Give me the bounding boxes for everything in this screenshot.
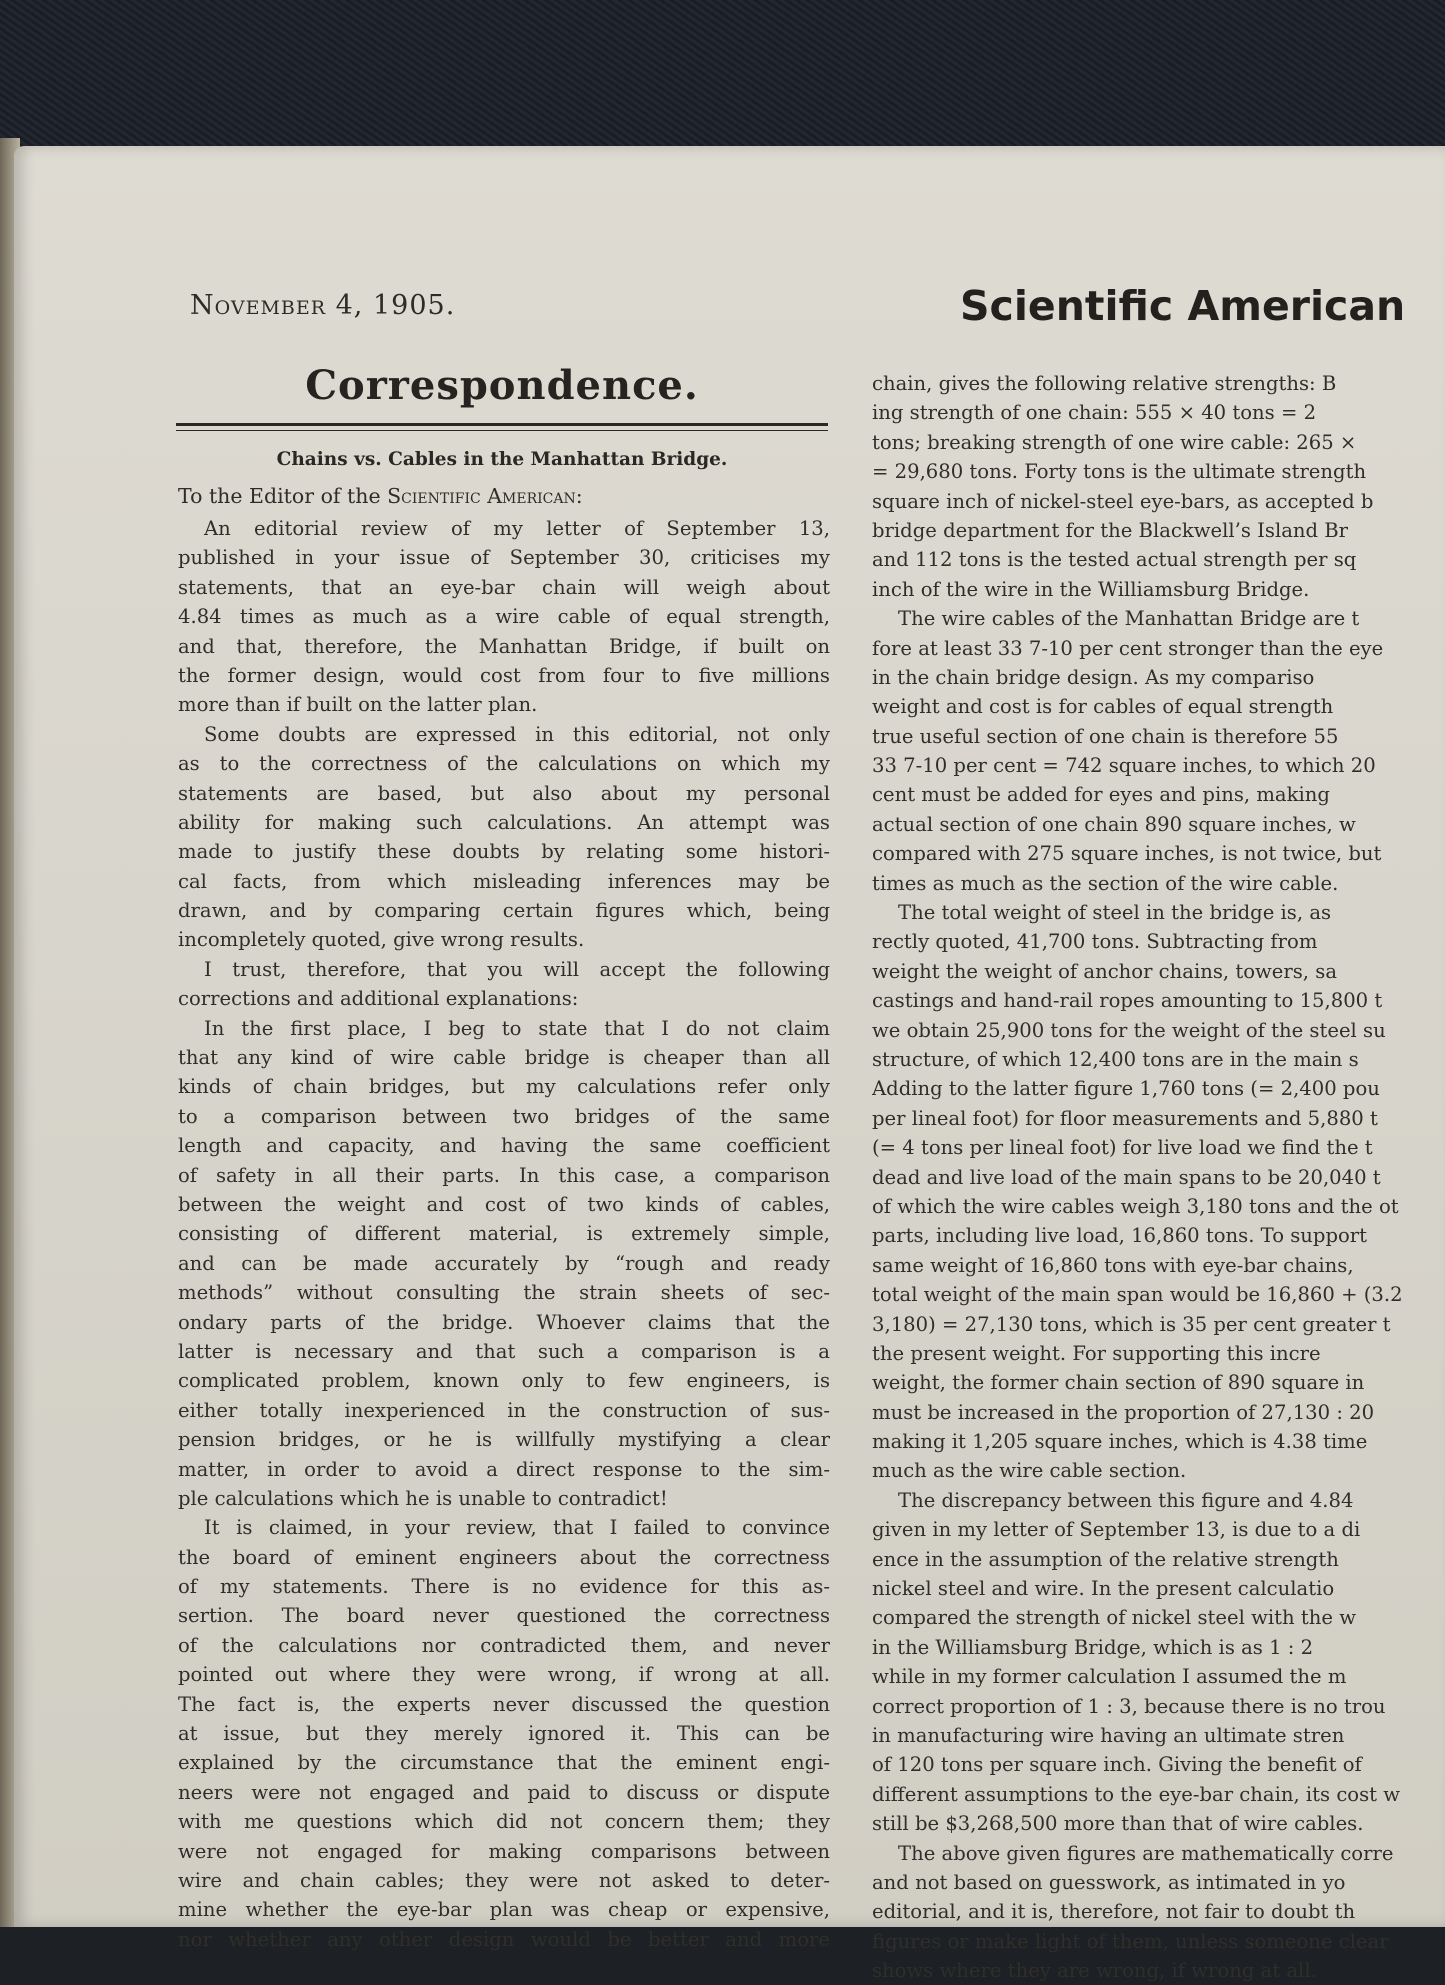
text-line: weight the weight of anchor chains, towers, sa [872, 959, 1337, 983]
text-line: pointed out where they were wrong, if wrong at all. [178, 1663, 830, 1687]
text-line: and can be made accurately by “rough and ready [178, 1251, 830, 1275]
text-line: cent must be added for eyes and pins, making [872, 783, 1330, 807]
text-line: compared the strength of nickel steel with the w [872, 1606, 1356, 1630]
text-line: matter, in order to avoid a direct response to the sim- [178, 1457, 830, 1481]
text-line: published in your issue of September 30, criticises my [178, 546, 830, 570]
text-line: 3,180) = 27,130 tons, which is 35 per cent greater t [872, 1312, 1391, 1336]
text-line: kinds of chain bridges, but my calculations refer only [178, 1075, 830, 1099]
text-line: rectly quoted, 41,700 tons. Subtracting from [872, 930, 1318, 954]
text-line: 4.84 times as much as a wire cable of equal strength, [178, 605, 830, 629]
text-line: more than if built on the latter plan. [178, 693, 538, 717]
text-line: ence in the assumption of the relative strength [872, 1547, 1339, 1571]
text-line: drawn, and by comparing certain figures which, being [178, 899, 830, 923]
text-line: as to the correctness of the calculations on which my [178, 752, 830, 776]
text-line: parts, including live load, 16,860 tons. To support [872, 1224, 1368, 1248]
text-line: fore at least 33 7-10 per cent stronger than the eye [872, 636, 1384, 660]
salutation-prefix: To the Editor of the [178, 484, 388, 508]
text-line: chain, gives the following relative strengths: B [872, 372, 1337, 395]
text-line: must be increased in the proportion of 27,130 : 20 [872, 1400, 1375, 1424]
text-line: at issue, but they merely ignored it. This can be [178, 1722, 830, 1746]
text-line: still be $3,268,500 more than that of wire cables. [872, 1812, 1364, 1836]
text-line: nor whether any other design would be better and more [178, 1927, 830, 1951]
text-line: the former design, would cost from four to five millions [178, 663, 830, 687]
text-line: actual section of one chain 890 square inches, w [872, 812, 1356, 836]
text-line: statements are based, but also about my personal [178, 781, 830, 805]
text-line: nickel steel and wire. In the present calculatio [872, 1577, 1335, 1601]
text-line: 33 7-10 per cent = 742 square inches, to which 20 [872, 754, 1376, 778]
article-title: Chains vs. Cables in the Manhattan Bridge. [276, 449, 728, 470]
text-line: latter is necessary and that such a comparison is a [178, 1339, 830, 1363]
text-line: explained by the circumstance that the eminent engi- [178, 1751, 830, 1775]
text-line: sertion. The board never questioned the correctness [178, 1604, 830, 1628]
text-line: per lineal foot) for floor measurements and 5,880 t [872, 1106, 1378, 1130]
issue-date: November 4, 1905. [190, 290, 456, 321]
text-line: pension bridges, or he is willfully mystifying a clear [178, 1428, 830, 1452]
text-line: weight, the former chain section of 890 square in [872, 1371, 1365, 1395]
text-column-left [178, 514, 830, 1954]
text-line: compared with 275 square inches, is not twice, but [872, 842, 1382, 866]
text-column-right [872, 369, 1445, 1985]
text-line: wire and chain cables; they were not asked to deter- [178, 1868, 830, 1892]
text-line: much as the wire cable section. [872, 1459, 1187, 1483]
text-line: correct proportion of 1 : 3, because there is no trou [872, 1694, 1386, 1718]
text-line: neers were not engaged and paid to discuss or dispute [178, 1780, 830, 1804]
text-line: of which the wire cables weigh 3,180 tons and the ot [872, 1194, 1399, 1218]
text-line: either totally inexperienced in the construction of sus- [178, 1398, 830, 1422]
text-line: The above given figures are mathematically corre [898, 1841, 1394, 1865]
text-line: the board of eminent engineers about the correctness [178, 1545, 830, 1569]
text-line: in the Williamsburg Bridge, which is as 1 : 2 [872, 1635, 1314, 1659]
text-line: The discrepancy between this figure and 4.84 [898, 1488, 1354, 1512]
heading-rule-thick [176, 423, 828, 426]
text-line: methods” without consulting the strain sheets of sec- [178, 1281, 830, 1305]
heading-rule-thin [176, 430, 828, 431]
text-line: weight and cost is for cables of equal strength [872, 695, 1334, 719]
text-line: ondary parts of the bridge. Whoever claims that the [178, 1310, 830, 1334]
text-line: cal facts, from which misleading inferences may be [178, 869, 830, 893]
text-line: tons; breaking strength of one wire cable: 265 × [872, 430, 1357, 454]
text-line: figures or make light of them, unless someone clear [872, 1929, 1389, 1953]
text-line: length and capacity, and having the same coefficient [178, 1134, 830, 1158]
salutation-publication: Scientific American [387, 484, 576, 508]
text-line: (= 4 tons per lineal foot) for live load we find the t [872, 1136, 1373, 1160]
text-line: The wire cables of the Manhattan Bridge are t [898, 607, 1360, 631]
text-line: in manufacturing wire having an ultimate stren [872, 1723, 1345, 1747]
text-line: ple calculations which he is unable to contradict! [178, 1486, 668, 1510]
text-line: times as much as the section of the wire cable. [872, 871, 1339, 895]
text-line: inch of the wire in the Williamsburg Bridge. [872, 577, 1310, 601]
text-line: ing strength of one chain: 555 × 40 tons = 2 [872, 401, 1317, 425]
text-line: different assumptions to the eye-bar chain, its cost w [872, 1782, 1401, 1806]
text-line: and not based on guesswork, as intimated in yo [872, 1870, 1346, 1894]
text-line: in the chain bridge design. As my compariso [872, 665, 1315, 689]
masthead: Scientific American [960, 282, 1406, 330]
text-line: complicated problem, known only to few engineers, is [178, 1369, 830, 1393]
text-line: The fact is, the experts never discussed the question [178, 1692, 830, 1716]
text-line: of safety in all their parts. In this case, a comparison [178, 1163, 830, 1187]
text-line: mine whether the eye-bar plan was cheap or expensive, [178, 1898, 830, 1922]
text-line: In the first place, I beg to state that I do not claim [204, 1016, 830, 1040]
text-line: same weight of 16,860 tons with eye-bar chains, [872, 1253, 1354, 1277]
text-line: while in my former calculation I assumed the m [872, 1665, 1347, 1689]
text-line: structure, of which 12,400 tons are in the main s [872, 1047, 1359, 1071]
text-line: we obtain 25,900 tons for the weight of the steel su [872, 1018, 1386, 1042]
text-line: Adding to the latter figure 1,760 tons (= 2,400 pou [872, 1077, 1380, 1101]
text-line: to a comparison between two bridges of the same [178, 1104, 830, 1128]
salutation-suffix: : [575, 484, 583, 508]
text-line: The total weight of steel in the bridge is, as [898, 901, 1332, 925]
text-line: of 120 tons per square inch. Giving the benefit of [872, 1753, 1362, 1777]
text-line: dead and live load of the main spans to be 20,040 t [872, 1165, 1381, 1189]
text-line: of the calculations nor contradicted them, and never [178, 1633, 830, 1657]
text-line: given in my letter of September 13, is due to a di [872, 1518, 1361, 1542]
text-line: statements, that an eye-bar chain will weigh about [178, 575, 830, 599]
text-line: square inch of nickel-steel eye-bars, as accepted b [872, 489, 1374, 513]
text-line: I trust, therefore, that you will accept the following [204, 957, 830, 981]
text-line: between the weight and cost of two kinds of cables, [178, 1192, 830, 1216]
text-line: Some doubts are expressed in this editorial, not only [204, 722, 830, 746]
text-line: castings and hand-rail ropes amounting to 15,800 t [872, 989, 1383, 1013]
text-line: bridge department for the Blackwell’s Island Br [872, 518, 1349, 542]
text-line: and 112 tons is the tested actual strength per sq [872, 548, 1357, 572]
text-line: An editorial review of my letter of September 13, [204, 517, 830, 540]
section-heading: Correspondence. [305, 362, 699, 409]
text-line: and that, therefore, the Manhattan Bridge, if built on [178, 634, 830, 658]
text-line: ability for making such calculations. An attempt was [178, 810, 830, 834]
text-line: made to justify these doubts by relating some histori- [178, 840, 830, 864]
text-line: the present weight. For supporting this incre [872, 1341, 1321, 1365]
text-line: consisting of different material, is extremely simple, [178, 1222, 830, 1246]
text-line: making it 1,205 square inches, which is 4.38 time [872, 1430, 1368, 1454]
text-line: were not engaged for making comparisons between [178, 1839, 830, 1863]
text-line: of my statements. There is no evidence for this as- [178, 1575, 830, 1599]
text-line: true useful section of one chain is therefore 55 [872, 724, 1339, 748]
text-line: that any kind of wire cable bridge is cheaper than all [178, 1046, 830, 1070]
text-line: shows where they are wrong, if wrong at all. [872, 1959, 1317, 1983]
text-line: = 29,680 tons. Forty tons is the ultimate strength [872, 460, 1367, 484]
text-line: editorial, and it is, therefore, not fair to doubt th [872, 1900, 1356, 1924]
salutation [178, 484, 828, 508]
text-line: incompletely quoted, give wrong results. [178, 928, 585, 952]
text-line: with me questions which did not concern them; they [178, 1810, 830, 1834]
text-line: It is claimed, in your review, that I failed to convince [204, 1516, 830, 1540]
text-line: total weight of the main span would be 16,860 + (3.2 [872, 1283, 1403, 1307]
text-line: corrections and additional explanations: [178, 987, 579, 1011]
